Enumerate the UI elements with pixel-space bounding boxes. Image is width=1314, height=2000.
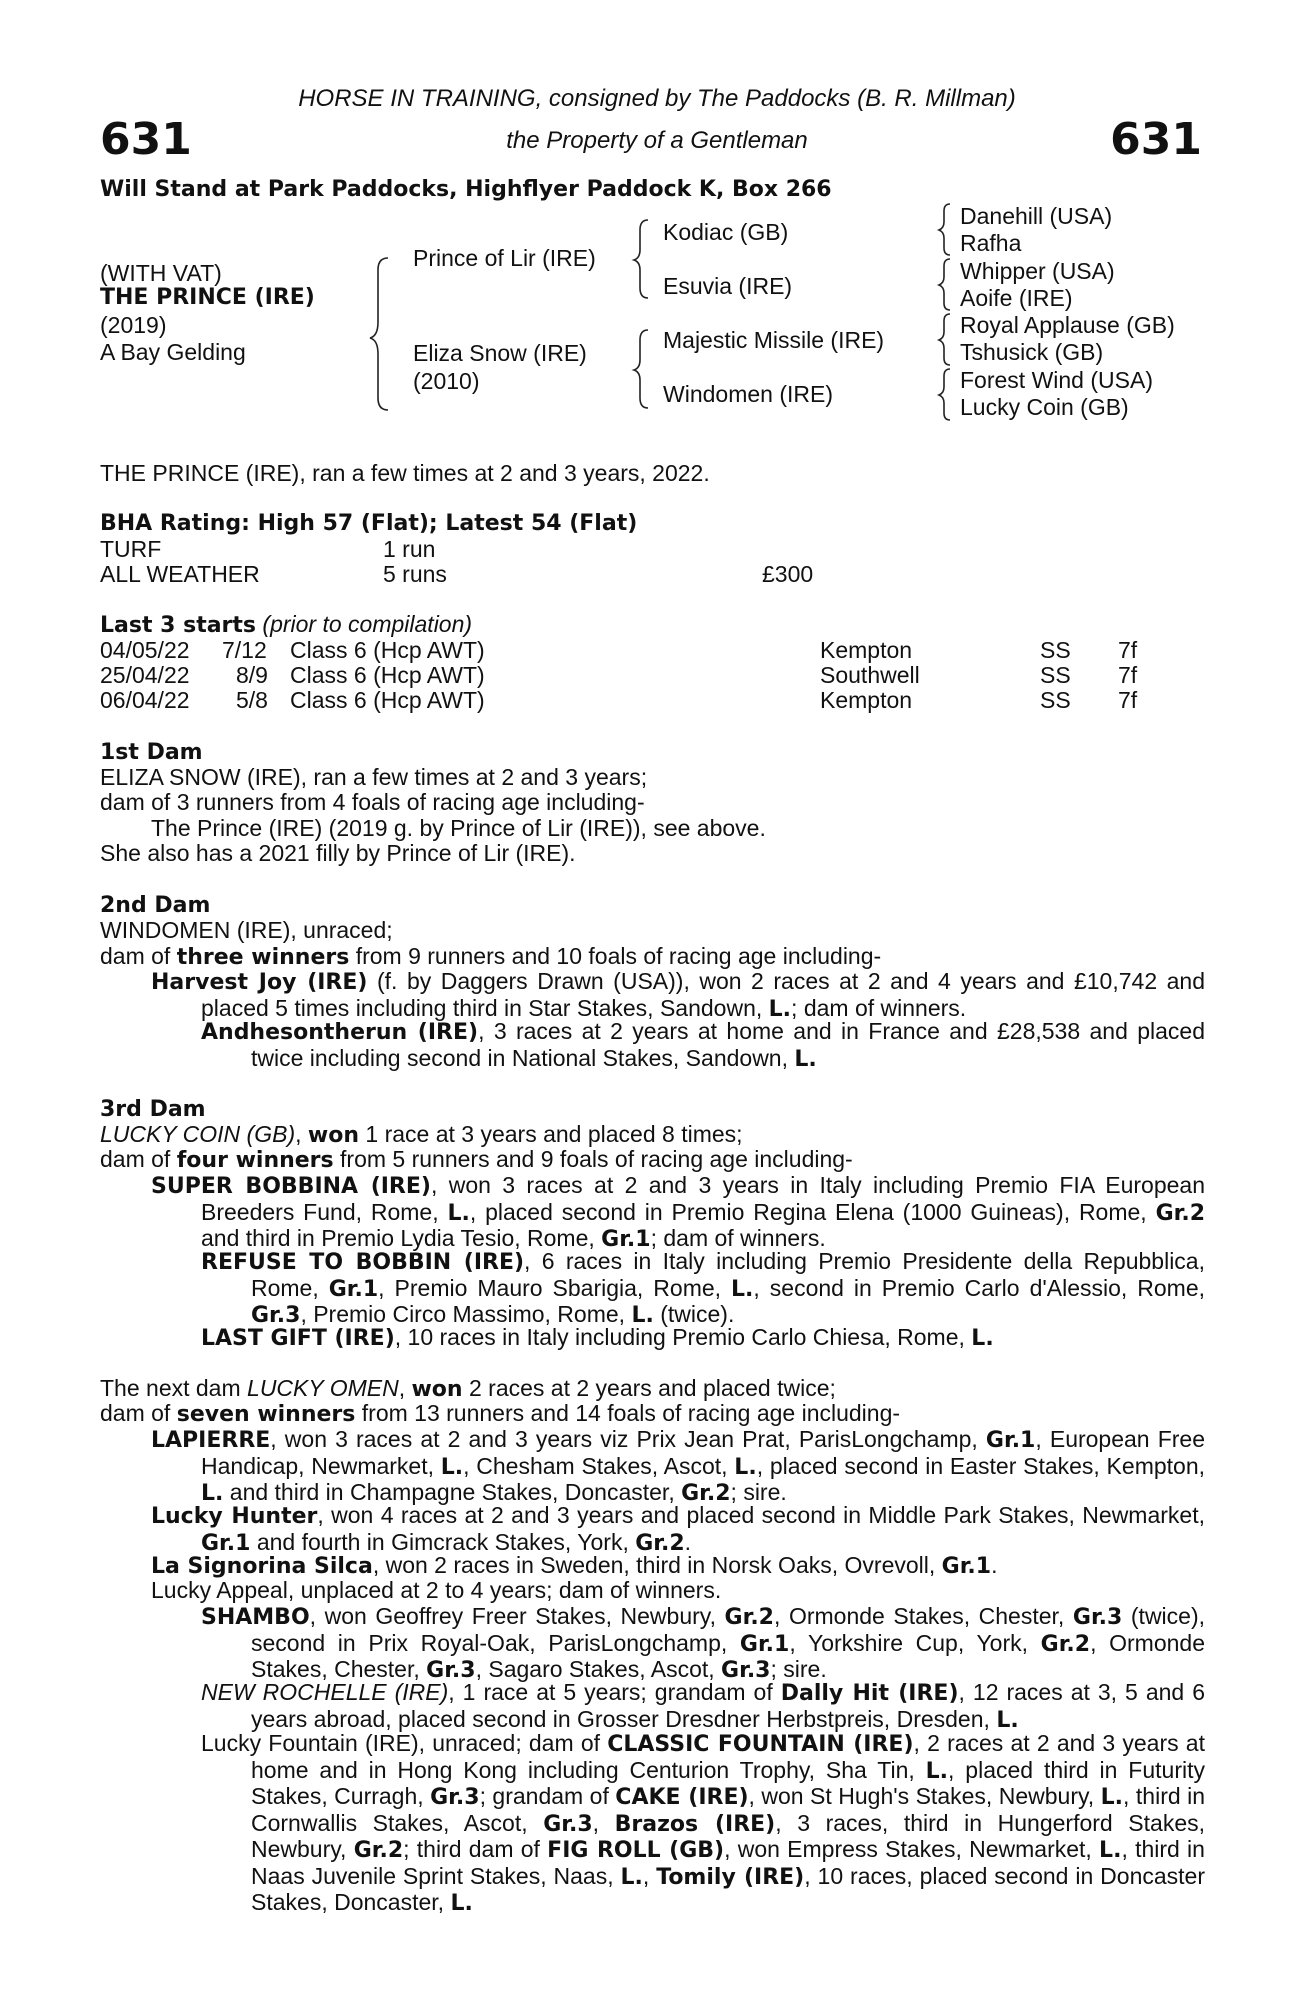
text-run: . xyxy=(684,1528,692,1555)
text-run: , Premio Circo Massimo, Rome, xyxy=(300,1301,632,1327)
next-dam-entry-new-rochelle xyxy=(201,1680,1205,1733)
second-dam-line2 xyxy=(100,944,881,971)
text-run: and fourth in Gimcrack Stakes, York, xyxy=(250,1528,636,1555)
horse-name: Harvest Joy (IRE) xyxy=(151,970,368,995)
grade-label: L. xyxy=(631,1303,654,1328)
grade-label: L. xyxy=(440,1454,464,1480)
next-dam-entry-la-signorina xyxy=(151,1553,997,1580)
ped-gen3-3: Whipper (USA) xyxy=(960,258,1115,284)
start-date: 04/05/22 xyxy=(100,637,190,663)
horse-name: Lucky Hunter xyxy=(151,1504,318,1529)
grade-label: Gr.2 xyxy=(724,1605,774,1630)
text-run: ; third dam of xyxy=(403,1836,548,1862)
text-run: , Premio Mauro Sbarigia, Rome, xyxy=(378,1274,732,1301)
grade-label: Gr.1 xyxy=(201,1530,251,1556)
text-run: and third in Champagne Stakes, Doncaster, xyxy=(223,1479,682,1505)
horse-name: SUPER BOBBINA (IRE) xyxy=(151,1174,431,1199)
text-run: , Chesham Stakes, Ascot, xyxy=(463,1452,735,1479)
start-race: Class 6 (Hcp AWT) xyxy=(290,687,485,713)
text-run: , won 3 races at 2 and 3 years viz Prix Jean Prat, ParisLongchamp, xyxy=(270,1426,986,1452)
brace-gen2-dam xyxy=(634,330,648,408)
start-course: Kempton xyxy=(820,637,913,663)
consignor-line: HORSE IN TRAINING, consigned by The Paddocks (B. R. Millman) xyxy=(298,85,1016,112)
text-run: , 10 races in Italy including Premio Carlo Chiesa, Rome, xyxy=(394,1324,972,1350)
next-dam-line1 xyxy=(100,1376,836,1403)
grade-label: L. xyxy=(1100,1785,1124,1810)
ped-sire-dam: Esuvia (IRE) xyxy=(663,273,793,299)
text-run-bold: won xyxy=(411,1377,463,1402)
grade-label: Gr.3 xyxy=(721,1658,771,1683)
grade-label: L. xyxy=(731,1276,754,1302)
start-going: SS xyxy=(1040,662,1071,688)
lot-number-right: 631 xyxy=(1110,114,1202,165)
vat-label: (WITH VAT) xyxy=(100,260,222,286)
text-run: ; dam of winners. xyxy=(650,1225,826,1251)
horse-year: (2019) xyxy=(100,312,167,338)
horse-name: Tomily (IRE) xyxy=(656,1864,805,1890)
rating-surface-turf: TURF xyxy=(100,536,162,562)
text-run: , won 2 races in Sweden, third in Norsk Oaks, Ovrevoll, xyxy=(372,1552,942,1578)
last-starts-heading: Last 3 starts xyxy=(100,613,257,638)
start-race: Class 6 (Hcp AWT) xyxy=(290,637,485,663)
grade-label: Gr.2 xyxy=(353,1838,404,1863)
text-run: , 3 races, third in Hungerford Stakes, Newbury, xyxy=(251,1809,1205,1862)
horse-name: CAKE (IRE) xyxy=(615,1785,749,1810)
text-run: , placed second in Easter Stakes, Kempton, xyxy=(756,1452,1206,1479)
grade-label: Gr.3 xyxy=(430,1785,480,1810)
horse-name: FIG ROLL (GB) xyxy=(547,1838,725,1863)
third-dam-heading: 3rd Dam xyxy=(100,1097,206,1122)
text-run: , won 3 races at 2 and 3 years in Italy including Premio FIA European Breeders Fund, Rome, xyxy=(201,1172,1206,1225)
text-run: from 9 runners and 10 foals of racing age including- xyxy=(349,943,882,969)
ped-sire: Prince of Lir (IRE) xyxy=(413,245,596,271)
text-run: , 10 races, placed second in Doncaster Stakes, Doncaster, xyxy=(251,1862,1206,1915)
listed-label: L. xyxy=(794,1046,817,1072)
third-dam-entry-3 xyxy=(201,1325,1205,1352)
next-dam-entry-lapierre xyxy=(151,1427,1205,1507)
text-run: (twice). xyxy=(653,1301,735,1327)
text-run: from 13 runners and 14 foals of racing age including- xyxy=(355,1400,901,1426)
start-distance: 7f xyxy=(1118,637,1138,663)
horse-name: Dally Hit (IRE) xyxy=(780,1681,959,1706)
text-run: , European Free Handicap, Newmarket, xyxy=(201,1426,1205,1479)
horse-name: LAPIERRE xyxy=(151,1428,271,1453)
text-run: , 1 race at 5 years; grandam of xyxy=(448,1679,781,1705)
text-run: (f. by Daggers Drawn (USA)), won 2 races at 2 and 4 years and £10,742 and placed 5 times including third in Star Stakes, Sandown, xyxy=(201,968,1206,1021)
last-starts-note: (prior to compilation) xyxy=(262,611,473,637)
text-run: , placed third in Futurity Stakes, Curragh, xyxy=(251,1756,1205,1809)
text-run: ; sire. xyxy=(770,1656,827,1682)
next-dam-entry-lucky-appeal: Lucky Appeal, unplaced at 2 to 4 years; dam of winners. xyxy=(151,1577,722,1603)
start-going: SS xyxy=(1040,637,1071,663)
text-run: The next dam xyxy=(100,1375,248,1401)
ped-gen3-6: Tshusick (GB) xyxy=(960,339,1104,365)
next-dam-line2 xyxy=(100,1401,900,1428)
grade-label: L. xyxy=(971,1326,994,1351)
horse-name: La Signorina Silca xyxy=(151,1554,373,1579)
horse-name: LAST GIFT (IRE) xyxy=(201,1326,395,1351)
last-starts-heading-line xyxy=(100,612,472,639)
text-run-bold: won xyxy=(307,1123,359,1148)
text-run: and third in Premio Lydia Tesio, Rome, xyxy=(201,1225,602,1251)
second-dam-entry-1 xyxy=(151,969,1205,1022)
ped-gen3-4: Aoife (IRE) xyxy=(960,285,1073,311)
rating-surface-aw: ALL WEATHER xyxy=(100,561,260,587)
first-dam-line2: dam of 3 runners from 4 foals of racing age including- xyxy=(100,789,645,815)
start-date: 06/04/22 xyxy=(100,687,190,713)
start-going: SS xyxy=(1040,687,1071,713)
text-run: 2 races at 2 years and placed twice; xyxy=(462,1375,836,1401)
text-run: , 2 races at 2 and 3 years at home and in Hong Kong including Centurion Trophy, Sha Tin, xyxy=(251,1730,1205,1783)
bha-rating-heading: BHA Rating: High 57 (Flat); Latest 54 (Flat) xyxy=(100,511,638,536)
grade-label: Gr.3 xyxy=(251,1303,301,1328)
text-run-italic: LUCKY COIN (GB) xyxy=(100,1121,296,1147)
brace-gen3-1 xyxy=(939,204,950,255)
start-distance: 7f xyxy=(1118,662,1138,688)
text-run: (twice), second in Prix Royal-Oak, ParisLongchamp, xyxy=(251,1603,1206,1656)
grade-label: Gr.1 xyxy=(985,1428,1036,1453)
first-dam-heading: 1st Dam xyxy=(100,740,203,765)
grade-label: L. xyxy=(996,1707,1019,1733)
ped-gen3-1: Danehill (USA) xyxy=(960,203,1113,229)
brace-gen3-2 xyxy=(939,259,950,310)
listed-label: L. xyxy=(768,996,792,1022)
race-summary: THE PRINCE (IRE), ran a few times at 2 and 3 years, 2022. xyxy=(100,460,710,486)
start-course: Southwell xyxy=(820,662,920,688)
text-run: , xyxy=(295,1121,308,1147)
start-pos: 7/12 xyxy=(222,637,267,663)
ped-dam-sire: Majestic Missile (IRE) xyxy=(663,327,885,353)
grade-label: L. xyxy=(447,1200,470,1226)
text-run: 1 race at 3 years and placed 8 times; xyxy=(359,1121,743,1147)
grade-label: Gr.2 xyxy=(1155,1200,1205,1226)
start-pos: 8/9 xyxy=(236,662,268,688)
second-dam-heading: 2nd Dam xyxy=(100,893,211,918)
text-run: , placed second in Premio Regina Elena (1000 Guineas), Rome, xyxy=(469,1198,1156,1225)
text-run: , won Empress Stakes, Newmarket, xyxy=(724,1836,1100,1862)
text-run: ; dam of winners. xyxy=(791,994,967,1021)
horse-name: Brazos (IRE) xyxy=(614,1811,776,1837)
text-run: , 12 races at 3, 5 and 6 years abroad, placed second in Grosser Dresdner Herbstpreis, Dresden, xyxy=(251,1679,1205,1732)
grade-label: L. xyxy=(925,1758,949,1784)
ped-dam: Eliza Snow (IRE) xyxy=(413,340,587,366)
text-run: , Ormonde Stakes, Chester, xyxy=(251,1629,1205,1682)
text-run: dam of xyxy=(100,943,177,969)
horse-name-italic: NEW ROCHELLE (IRE) xyxy=(201,1679,449,1705)
ped-gen3-8: Lucky Coin (GB) xyxy=(960,394,1129,420)
text-run-bold: seven winners xyxy=(176,1402,356,1427)
text-run: , won 4 races at 2 and 3 years and placed second in Middle Park Stakes, Newmarket, xyxy=(317,1502,1205,1528)
start-distance: 7f xyxy=(1118,687,1138,713)
text-run: dam of xyxy=(100,1400,177,1426)
first-dam-line1: ELIZA SNOW (IRE), ran a few times at 2 and 3 years; xyxy=(100,764,648,790)
horse-description: A Bay Gelding xyxy=(100,339,246,365)
lot-number-left: 631 xyxy=(100,114,192,165)
text-run: , 3 races at 2 years at home and in France and £28,538 and placed twice including second in National Stakes, Sandown, xyxy=(251,1018,1205,1071)
ped-gen3-7: Forest Wind (USA) xyxy=(960,367,1153,393)
stand-location: Will Stand at Park Paddocks, Highflyer Paddock K, Box 266 xyxy=(100,177,832,202)
brace-gen2-sire xyxy=(634,220,648,298)
grade-label: Gr.3 xyxy=(1072,1605,1123,1630)
text-run: , xyxy=(642,1862,657,1889)
grade-label: Gr.3 xyxy=(426,1658,476,1683)
third-dam-entry-2 xyxy=(201,1249,1205,1329)
second-dam-entry-2 xyxy=(201,1019,1205,1072)
grade-label: Gr.2 xyxy=(1040,1631,1091,1657)
ped-dam-year: (2010) xyxy=(413,368,480,394)
grade-label: Gr.1 xyxy=(328,1276,379,1302)
text-run: dam of xyxy=(100,1146,177,1172)
third-dam-line1 xyxy=(100,1122,743,1149)
ped-sire-sire: Kodiac (GB) xyxy=(663,219,789,245)
text-run: , xyxy=(592,1809,615,1836)
text-run: ; sire. xyxy=(730,1479,787,1505)
first-dam-line3: The Prince (IRE) (2019 g. by Prince of Lir (IRE)), see above. xyxy=(151,815,766,841)
horse-name: Andhesontherun (IRE) xyxy=(201,1020,479,1045)
start-date: 25/04/22 xyxy=(100,662,190,688)
brace-gen1 xyxy=(370,258,388,410)
text-run: , Sagaro Stakes, Ascot, xyxy=(475,1656,722,1682)
text-run-bold: four winners xyxy=(176,1148,334,1173)
grade-label: Gr.2 xyxy=(681,1481,731,1506)
third-dam-entry-1 xyxy=(151,1173,1205,1253)
text-run: , third in Cornwallis Stakes, Ascot, xyxy=(251,1783,1206,1836)
next-dam-entry-shambo xyxy=(201,1604,1205,1684)
text-run: , won St Hugh's Stakes, Newbury, xyxy=(748,1783,1101,1809)
second-dam-line1: WINDOMEN (IRE), unraced; xyxy=(100,917,393,943)
grade-label: L. xyxy=(620,1864,643,1890)
text-run: , third in Naas Juvenile Sprint Stakes, Naas, xyxy=(251,1836,1205,1889)
next-dam-entry-lucky-hunter xyxy=(151,1503,1205,1556)
grade-label: Gr.3 xyxy=(543,1811,593,1837)
third-dam-line2 xyxy=(100,1147,853,1174)
text-run: ; grandam of xyxy=(479,1783,616,1809)
grade-label: L. xyxy=(1099,1838,1122,1863)
text-run: , Yorkshire Cup, York, xyxy=(789,1629,1041,1656)
ped-dam-dam: Windomen (IRE) xyxy=(663,381,833,407)
next-dam-entry-lucky-fountain xyxy=(201,1731,1205,1917)
text-run: , Ormonde Stakes, Chester, xyxy=(773,1603,1073,1629)
rating-runs-aw: 5 runs xyxy=(383,561,447,587)
first-dam-line4: She also has a 2021 filly by Prince of Lir (IRE). xyxy=(100,840,576,866)
grade-label: Gr.1 xyxy=(739,1631,790,1657)
ped-gen3-2: Rafha xyxy=(960,230,1022,256)
rating-runs-turf: 1 run xyxy=(383,536,436,562)
start-course: Kempton xyxy=(820,687,913,713)
grade-label: L. xyxy=(734,1454,757,1480)
horse-name: SHAMBO xyxy=(201,1605,310,1630)
horse-name: THE PRINCE (IRE) xyxy=(100,285,315,310)
start-pos: 5/8 xyxy=(236,687,268,713)
horse-name: REFUSE TO BOBBIN (IRE) xyxy=(201,1250,525,1275)
text-run: Lucky Fountain (IRE), unraced; dam of xyxy=(201,1730,608,1756)
horse-name: CLASSIC FOUNTAIN (IRE) xyxy=(607,1732,914,1757)
grade-label: Gr.1 xyxy=(601,1227,651,1252)
brace-gen3-4 xyxy=(939,369,950,420)
ped-gen3-5: Royal Applause (GB) xyxy=(960,312,1175,338)
start-race: Class 6 (Hcp AWT) xyxy=(290,662,485,688)
property-line: the Property of a Gentleman xyxy=(506,127,808,154)
grade-label: Gr.1 xyxy=(941,1554,992,1579)
text-run: , won Geoffrey Freer Stakes, Newbury, xyxy=(309,1603,725,1629)
grade-label: L. xyxy=(201,1481,224,1506)
text-run-italic: LUCKY OMEN xyxy=(247,1375,399,1401)
text-run-bold: three winners xyxy=(176,945,350,970)
text-run: . xyxy=(991,1552,998,1578)
text-run: from 5 runners and 9 foals of racing age including- xyxy=(333,1146,853,1172)
text-run: , second in Premio Carlo d'Alessio, Rome, xyxy=(753,1274,1206,1301)
brace-gen3-3 xyxy=(939,314,950,365)
rating-prize-aw: £300 xyxy=(762,561,814,587)
text-run: , xyxy=(398,1375,412,1401)
grade-label: Gr.2 xyxy=(635,1530,685,1556)
grade-label: L. xyxy=(450,1891,473,1916)
text-run: , 6 races in Italy including Premio Presidente della Repubblica, Rome, xyxy=(251,1248,1205,1301)
